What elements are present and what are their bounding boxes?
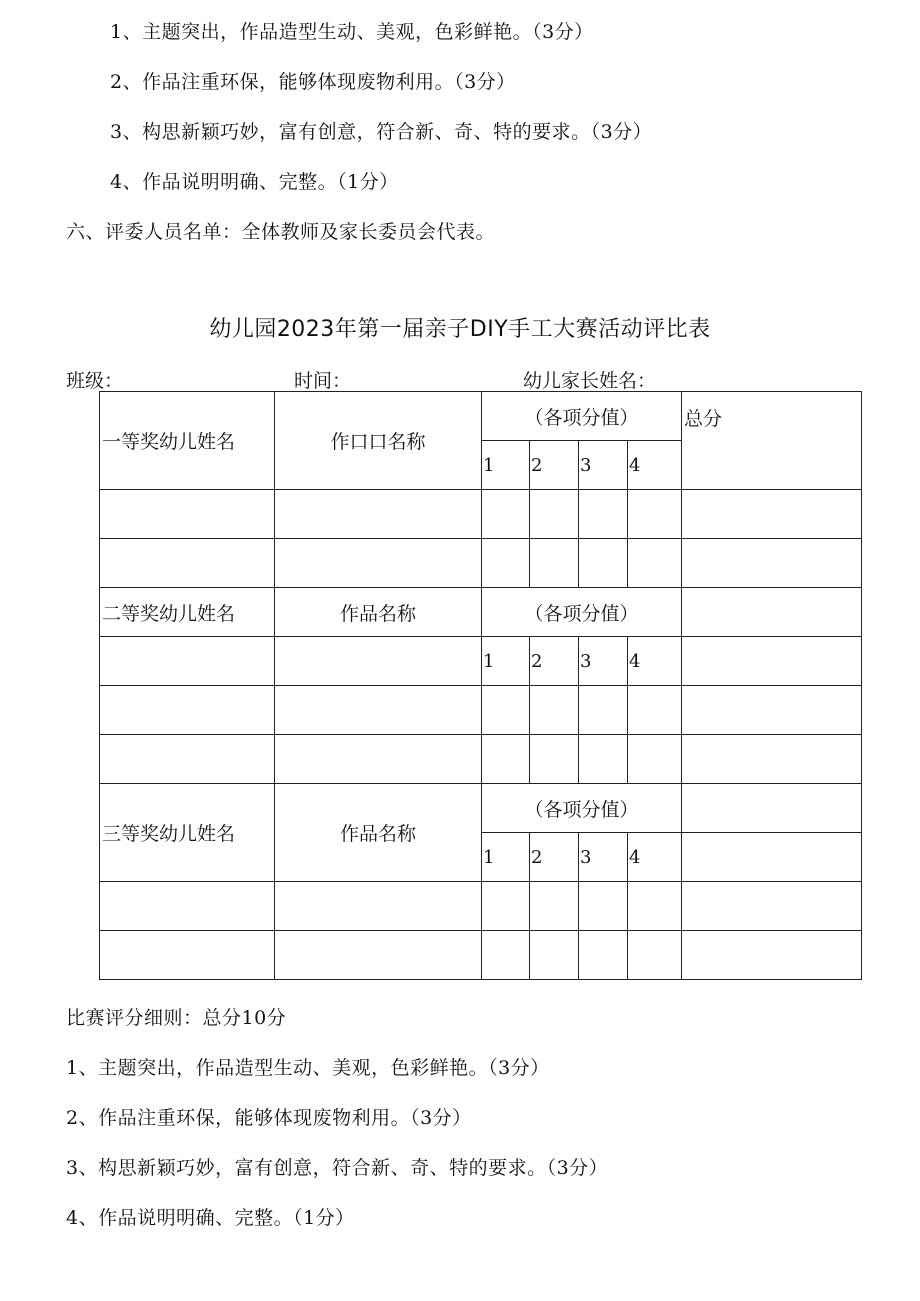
name-cell[interactable] [100, 637, 275, 686]
score-cell[interactable] [530, 490, 579, 539]
item-number: 1 [482, 441, 530, 490]
work-cell[interactable] [275, 490, 482, 539]
score-cell[interactable] [628, 539, 682, 588]
total-cell[interactable] [682, 539, 862, 588]
score-cell[interactable] [482, 735, 530, 784]
score-cell[interactable] [530, 735, 579, 784]
first-work-name-label: 作口口名称 [275, 392, 482, 490]
top-criterion-2: 2、作品注重环保，能够体现废物利用。（3分） [110, 71, 516, 93]
name-cell[interactable] [100, 686, 275, 735]
item-number: 2 [530, 833, 579, 882]
bottom-criterion-3: 3、构思新颖巧妙，富有创意，符合新、奇、特的要求。（3分） [66, 1157, 609, 1179]
score-cell[interactable] [579, 490, 628, 539]
total-cell[interactable] [682, 882, 862, 931]
name-cell[interactable] [100, 539, 275, 588]
score-cell[interactable] [530, 931, 579, 980]
name-cell[interactable] [100, 882, 275, 931]
scores-header: （各项分值） [482, 588, 682, 637]
third-work-name-label: 作品名称 [275, 784, 482, 882]
score-cell[interactable] [628, 735, 682, 784]
work-cell[interactable] [275, 735, 482, 784]
score-cell[interactable] [579, 539, 628, 588]
total-cell[interactable] [682, 588, 862, 637]
score-cell[interactable] [579, 735, 628, 784]
top-criterion-4: 4、作品说明明确、完整。（1分） [110, 171, 399, 193]
second-prize-name-label: 二等奖幼儿姓名 [100, 588, 275, 637]
item-number: 4 [628, 833, 682, 882]
table-row [100, 784, 862, 833]
judges-line: 六、评委人员名单：全体教师及家长委员会代表。 [66, 221, 496, 243]
score-cell[interactable] [482, 539, 530, 588]
total-cell[interactable] [682, 490, 862, 539]
score-cell[interactable] [530, 882, 579, 931]
rules-heading: 比赛评分细则：总分10分 [66, 1007, 287, 1029]
bottom-criterion-1: 1、主题突出，作品造型生动、美观，色彩鲜艳。（3分） [66, 1057, 550, 1079]
work-cell[interactable] [275, 882, 482, 931]
table-row [100, 931, 862, 980]
table-row [100, 735, 862, 784]
first-prize-name-label: 一等奖幼儿姓名 [100, 392, 275, 490]
name-cell[interactable] [100, 490, 275, 539]
total-cell[interactable] [682, 784, 862, 833]
work-cell[interactable] [275, 931, 482, 980]
third-prize-name-label: 三等奖幼儿姓名 [100, 784, 275, 882]
item-number: 4 [628, 637, 682, 686]
table-row [100, 686, 862, 735]
item-number: 1 [482, 637, 530, 686]
parent-name-label: 幼儿家长姓名： [523, 370, 657, 392]
evaluation-table [99, 391, 862, 980]
score-cell[interactable] [628, 686, 682, 735]
table-row [100, 392, 862, 441]
top-criterion-1: 1、主题突出，作品造型生动、美观，色彩鲜艳。（3分） [110, 21, 594, 43]
table-row [100, 588, 862, 637]
score-cell[interactable] [530, 686, 579, 735]
time-label: 时间： [294, 370, 352, 392]
work-cell[interactable] [275, 539, 482, 588]
table-row [100, 637, 862, 686]
score-cell[interactable] [482, 931, 530, 980]
work-cell[interactable] [275, 637, 482, 686]
table-row [100, 490, 862, 539]
bottom-criterion-4: 4、作品说明明确、完整。（1分） [66, 1207, 355, 1229]
name-cell[interactable] [100, 735, 275, 784]
total-header: 总分 [682, 392, 862, 490]
score-cell[interactable] [482, 882, 530, 931]
scores-header: （各项分值） [482, 392, 682, 441]
bottom-criterion-2: 2、作品注重环保，能够体现废物利用。（3分） [66, 1107, 472, 1129]
item-number: 2 [530, 441, 579, 490]
item-number: 3 [579, 441, 628, 490]
total-cell[interactable] [682, 833, 862, 882]
total-cell[interactable] [682, 931, 862, 980]
item-number: 3 [579, 637, 628, 686]
score-cell[interactable] [579, 686, 628, 735]
score-cell[interactable] [628, 931, 682, 980]
item-number: 4 [628, 441, 682, 490]
work-cell[interactable] [275, 686, 482, 735]
second-work-name-label: 作品名称 [275, 588, 482, 637]
item-number: 3 [579, 833, 628, 882]
class-label: 班级： [66, 370, 124, 392]
item-number: 1 [482, 833, 530, 882]
score-cell[interactable] [628, 490, 682, 539]
score-cell[interactable] [482, 490, 530, 539]
table-row [100, 539, 862, 588]
item-number: 2 [530, 637, 579, 686]
top-criterion-3: 3、构思新颖巧妙，富有创意，符合新、奇、特的要求。（3分） [110, 121, 653, 143]
score-cell[interactable] [530, 539, 579, 588]
score-cell[interactable] [579, 931, 628, 980]
score-cell[interactable] [628, 882, 682, 931]
total-cell[interactable] [682, 637, 862, 686]
score-cell[interactable] [579, 882, 628, 931]
score-cell[interactable] [482, 686, 530, 735]
form-title: 幼儿园2023年第一届亲子DIY手工大赛活动评比表 [209, 317, 711, 342]
total-cell[interactable] [682, 735, 862, 784]
total-cell[interactable] [682, 686, 862, 735]
scores-header: （各项分值） [482, 784, 682, 833]
name-cell[interactable] [100, 931, 275, 980]
table-row [100, 882, 862, 931]
